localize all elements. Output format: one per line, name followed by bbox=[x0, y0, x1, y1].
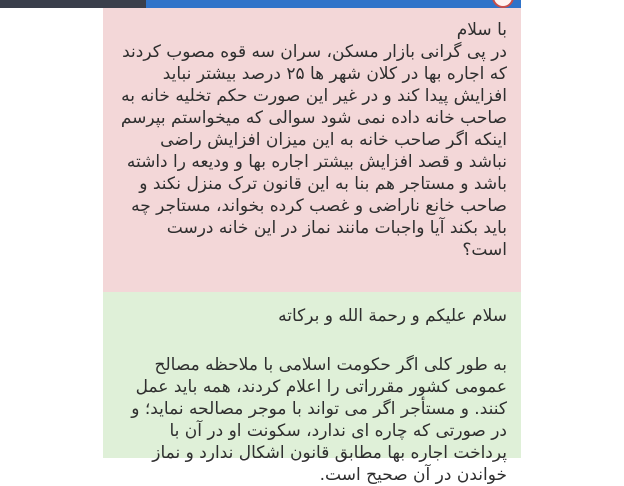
answer-bubble bbox=[103, 292, 521, 485]
question-text: در پی گرانی بازار مسکن، سران سه قوه مصوب کردند که اجاره بها در کلان شهر ها ۲۵ درصد بیشتر نباید افزایش پیدا کند و در غیر این صورت حکم تخلیه خانه به صاحب خانه داده نمی شود سوالی که میخواستم بپرسم اینکه اگر صاحب خانه به این میزان افزایش راضی نباشد و قصد افزایش بیشتر اجاره بها و ودیعه را داشته باشد و مستاجر هم بنا به این قانون ترک منزل نکند و صاحب خانع ناراضی و غصب کرده بخواند، مستاجر چه باید بکند آیا واجبات مانند نماز در این خانه درست است؟ bbox=[120, 42, 507, 260]
question-bubble bbox=[103, 8, 521, 292]
top-left-dark-bar bbox=[0, 0, 146, 8]
answer-text: به طور کلی اگر حکومت اسلامی با ملاحظه مصالح عمومی کشور مقرراتی را اعلام کردند، همه باید عمل کنند. و مستأجر اگر می تواند با موجر مصالحه نماید؛ و در صورتی که چاره ای ندارد، سکونت او در آن با پرداخت اجاره بها مطابق قانون اشکال ندارد و نماز خواندن در آن صحیح است. bbox=[131, 355, 507, 485]
answer-salutation: سلام علیکم و رحمة الله و برکاته bbox=[278, 306, 507, 326]
header-bar bbox=[146, 0, 521, 8]
chat-thread bbox=[103, 8, 521, 485]
question-greeting: با سلام bbox=[456, 20, 507, 40]
